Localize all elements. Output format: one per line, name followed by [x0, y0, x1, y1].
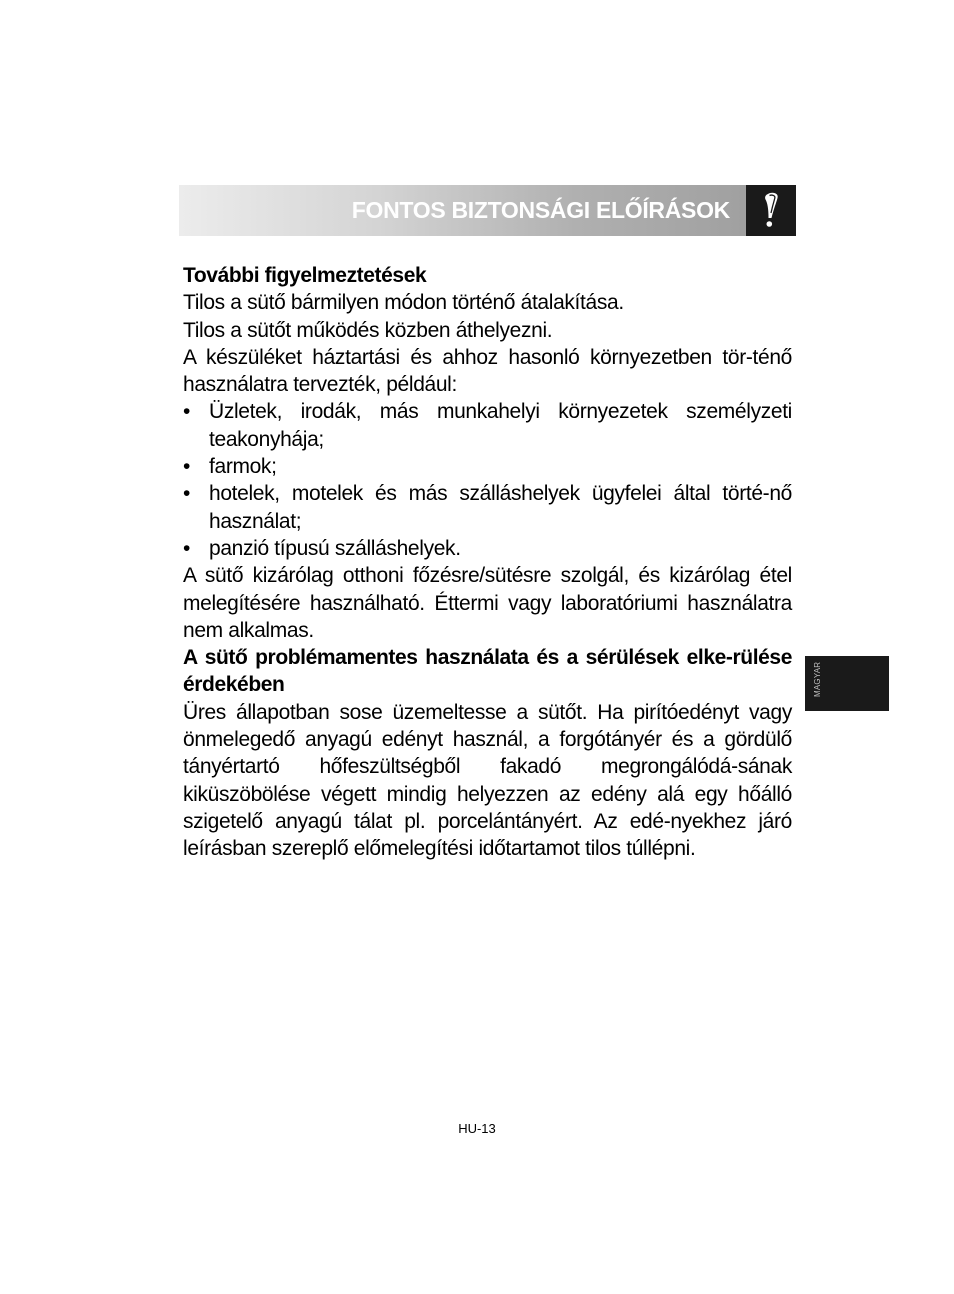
list-item: [183, 398, 792, 453]
section1-heading: További figyelmeztetések: [183, 264, 427, 287]
bullet-icon: •: [183, 455, 191, 479]
section1-intro: A készüléket háztartási és ahhoz hasonló környezetben tör-ténő használatra tervezték, például:: [183, 345, 792, 397]
section1-line2: Tilos a sütőt működés közben áthelyezni.: [183, 318, 553, 342]
list-item: [183, 453, 792, 480]
section1-line1: Tilos a sütő bármilyen módon történő átalakítása.: [183, 291, 624, 315]
list-item: [183, 535, 792, 562]
header-icon-box: [746, 185, 796, 236]
list-item-text: farmok;: [209, 455, 277, 479]
bullet-icon: •: [183, 482, 191, 506]
bullet-icon: •: [183, 536, 191, 560]
list-item-text: Üzletek, irodák, más munkahelyi környezetek személyzeti teakonyhája;: [209, 400, 792, 451]
section2-body: Üres állapotban sose üzemeltesse a sütőt. Ha pirítóedényt vagy önmelegedő anyagú edényt használ, a forgótányér és a gördülő tányértartó hőfeszültségből fakadó megrongálódá-sának kiküszöbölése végett mindig helyezzen az edény alá egy hőálló szigetelő anyagú tálat pl. porcelántányért. Az edé-nyekhez járó leírásban szereplő előmelegítési időtartamot tilos túllépni.: [183, 700, 792, 861]
list-item-text: panzió típusú szálláshelyek.: [209, 536, 461, 560]
language-tab-label: MAGYAR: [813, 661, 822, 697]
section-header-bar: [179, 185, 746, 236]
list-item-text: hotelek, motelek és más szálláshelyek ügyfelei által törté-nő használat;: [209, 482, 792, 533]
section2-heading: A sütő problémamentes használata és a sérülések elke-rülése érdekében: [183, 646, 792, 697]
usage-list: [183, 398, 792, 562]
page-content: [183, 262, 792, 863]
section-header-title: FONTOS BIZTONSÁGI ELŐÍRÁSOK: [351, 197, 730, 223]
bullet-icon: •: [183, 400, 191, 424]
exclamation-icon: [760, 191, 782, 231]
list-item: [183, 480, 792, 535]
page-number: HU-13: [458, 1121, 496, 1136]
section1-closing: A sütő kizárólag otthoni főzésre/sütésre szolgál, és kizárólag étel melegítésére használható. Éttermi vagy laboratóriumi használatra nem alkalmas.: [183, 564, 792, 642]
